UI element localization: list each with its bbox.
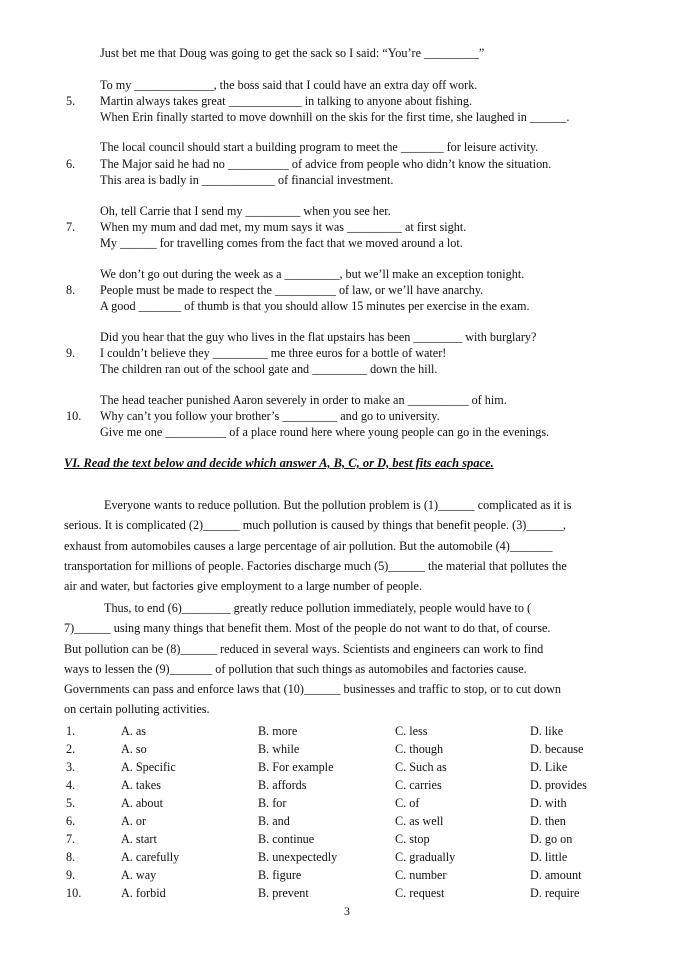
sentence-line: When my mum and dad met, my mum says it was _________ at first sight. [100,220,467,234]
sentence-line: Martin always takes great ____________ in talking to anyone about fishing. [100,94,472,108]
sentence-line: My ______ for travelling comes from the fact that we moved around a lot. [100,236,463,250]
option-b: B. continue [258,832,315,846]
option-d: D. little [530,850,568,864]
option-c: C. as well [395,814,444,828]
passage-line: 7)______ using many things that benefit them. Most of the people do not want to do that, of course. [64,621,551,636]
option-a: A. as [121,724,147,738]
option-b: B. unexpectedly [258,850,338,864]
sentence-line: The local council should start a building program to meet the _______ for leisure activity. [100,140,539,154]
sentence-line: To my _____________, the boss said that I could have an extra day off work. [100,78,478,92]
question-number: 8. [66,283,76,297]
option-d: D. then [530,814,566,828]
option-c: C. though [395,742,444,756]
question-number: 7. [66,220,76,234]
option-a: A. Specific [121,760,176,774]
passage-line: But pollution can be (8)______ reduced in several ways. Scientists and engineers can work to find [64,641,544,656]
answer-number: 3. [66,760,76,774]
option-c: C. less [395,724,428,738]
question-number: 9. [66,346,76,360]
option-a: A. forbid [121,886,166,900]
option-b: B. while [258,742,300,756]
option-d: D. provides [530,778,587,792]
option-b: B. more [258,724,298,738]
page-number: 3 [344,904,350,918]
option-c: C. Such as [395,760,447,774]
option-b: B. and [258,814,290,828]
answer-number: 5. [66,796,76,810]
sentence-line: A good _______ of thumb is that you should allow 15 minutes per exercise in the exam. [100,299,530,313]
section-heading: VI. Read the text below and decide which answer A, B, C, or D, best fits each space. [64,456,494,470]
sentence-line: People must be made to respect the __________ of law, or we’ll have anarchy. [100,283,484,297]
sentence-line: The head teacher punished Aaron severely in order to make an __________ of him. [100,393,507,407]
option-d: D. require [530,886,580,900]
option-d: D. go on [530,832,573,846]
passage-line: Thus, to end (6)________ greatly reduce pollution immediately, people would have to ( [104,601,532,615]
option-a: A. about [121,796,163,810]
question-number: 6. [66,157,76,171]
passage-line: Governments can pass and enforce laws that (10)______ businesses and traffic to stop, or to cut down [64,682,561,697]
option-c: C. of [395,796,420,810]
option-c: C. number [395,868,447,882]
option-b: B. affords [258,778,307,792]
option-c: C. carries [395,778,442,792]
answer-number: 10. [66,886,82,900]
sentence-line: When Erin finally started to move downhill on the skis for the first time, she laughed in ______. [100,110,570,124]
option-b: B. for [258,796,287,810]
option-d: D. like [530,724,564,738]
passage-line: exhaust from automobiles causes a large percentage of air pollution. But the automobile (4)_______ [64,538,553,553]
sentence-line: The children ran out of the school gate and _________ down the hill. [100,362,438,376]
passage-line: Everyone wants to reduce pollution. But the pollution problem is (1)______ complicated as it is [104,498,572,512]
answer-number: 9. [66,868,76,882]
option-c: C. stop [395,832,430,846]
question-number: 5. [66,94,76,108]
sentence-line: I couldn’t believe they _________ me three euros for a bottle of water! [100,346,447,360]
option-a: A. or [121,814,147,828]
passage-line: serious. It is complicated (2)______ much pollution is caused by things that benefit people. (3)______, [64,518,566,533]
option-a: A. carefully [121,850,180,864]
option-d: D. because [530,742,584,756]
passage-paragraph-1 [64,495,634,596]
sentence-line: Give me one __________ of a place round here where young people can go in the evenings. [100,425,550,439]
answer-number: 6. [66,814,76,828]
passage-line: ways to lessen the (9)_______ of pollution that such things as automobiles and factories cause. [64,661,527,676]
passage-line: air and water, but factories give employment to a large number of people. [64,579,423,594]
option-b: B. prevent [258,886,309,900]
option-d: D. Like [530,760,568,774]
answer-number: 2. [66,742,76,756]
option-d: D. with [530,796,567,810]
sentence-line: The Major said he had no __________ of advice from people who didn’t know the situation. [100,157,552,171]
option-b: B. figure [258,868,302,882]
sentence-line: Did you hear that the guy who lives in the flat upstairs has been ________ with burglary? [100,330,537,344]
passage-line: transportation for millions of people. Factories discharge much (5)______ the material that pollutes the [64,558,567,573]
sentence-line: Why can’t you follow your brother’s _________ and go to university. [100,409,440,423]
option-a: A. so [121,742,147,756]
answer-number: 8. [66,850,76,864]
answer-number: 7. [66,832,76,846]
sentence-line: We don’t go out during the week as a _________, but we’ll make an exception tonight. [100,267,525,281]
passage-paragraph-2 [64,598,634,720]
option-a: A. takes [121,778,161,792]
option-c: C. gradually [395,850,456,864]
continuation-line: Just bet me that Doug was going to get the sack so I said: “You’re _________” [100,46,485,60]
option-d: D. amount [530,868,582,882]
passage-line: on certain polluting activities. [64,702,210,717]
option-c: C. request [395,886,445,900]
answer-number: 1. [66,724,76,738]
option-b: B. For example [258,760,334,774]
answer-number: 4. [66,778,76,792]
sentence-line: This area is badly in ____________ of financial investment. [100,173,394,187]
question-number: 10. [66,409,82,423]
option-a: A. start [121,832,157,846]
sentence-line: Oh, tell Carrie that I send my _________ when you see her. [100,204,391,218]
option-a: A. way [121,868,157,882]
